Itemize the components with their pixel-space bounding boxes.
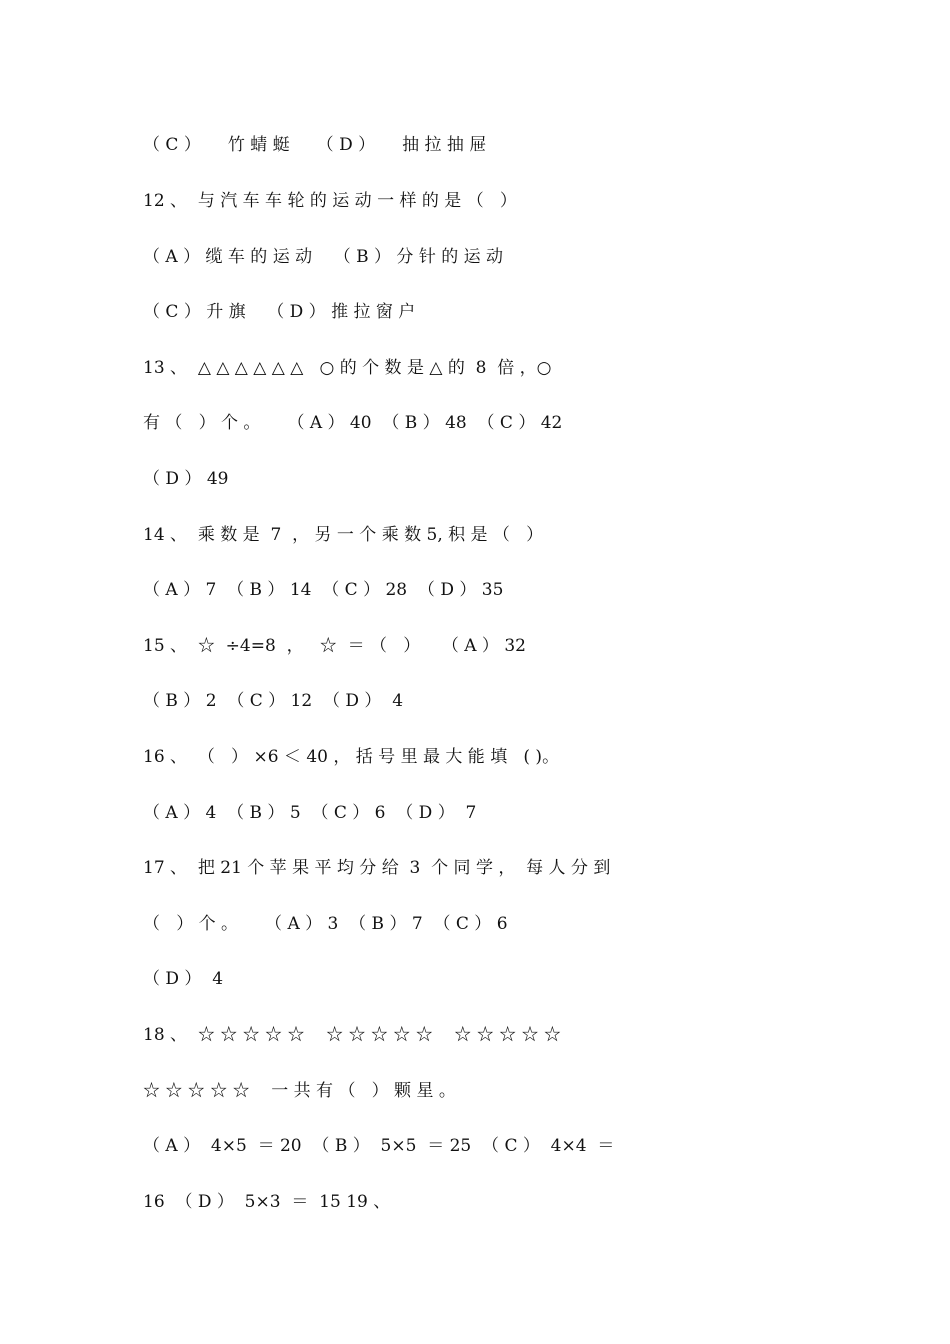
question-14: 14 、 乘 数 是 7 ， 另 一 个 乘 数 5, 积 是 （ ） [143, 525, 544, 545]
text-line: ☆ ☆ ☆ ☆ ☆ 一 共 有 （ ） 颗 星 。 [143, 1081, 456, 1101]
question-13: 13 、 △ △ △ △ △ △ ○ 的 个 数 是 △ 的 8 倍 ，○ [143, 358, 552, 378]
question-17: 17 、 把 21 个 苹 果 平 均 分 给 3 个 同 学 ， 每 人 分 到 [143, 858, 611, 878]
question-18: 18 、 ☆ ☆ ☆ ☆ ☆ ☆ ☆ ☆ ☆ ☆ ☆ ☆ ☆ ☆ ☆ [143, 1025, 561, 1045]
text-line: （ A ） 4×5 ＝ 20 （ B ） 5×5 ＝ 25 （ C ） 4×4 ＝ [143, 1136, 615, 1156]
text-line: （ C ） 竹 蜻 蜓 （ D ） 抽 拉 抽 屉 [143, 135, 487, 155]
text-line: 有 （ ） 个 。 （ A ） 40 （ B ） 48 （ C ） 42 [143, 413, 563, 433]
text-line: （ A ） 7 （ B ） 14 （ C ） 28 （ D ） 35 [143, 580, 504, 600]
text-line: （ ） 个 。 （ A ） 3 （ B ） 7 （ C ） 6 [143, 914, 508, 934]
text-line: （ A ） 缆 车 的 运 动 （ B ） 分 针 的 运 动 [143, 247, 504, 267]
text-line: （ D ） 49 [143, 469, 229, 489]
text-line: 16 （ D ） 5×3 ＝ 15 19 、 [143, 1192, 391, 1212]
text-line: （ D ） 4 [143, 969, 224, 989]
text-line: （ A ） 4 （ B ） 5 （ C ） 6 （ D ） 7 [143, 803, 477, 823]
question-16: 16 、 （ ） ×6 ＜ 40 ， 括 号 里 最 大 能 填 ( )。 [143, 747, 560, 767]
question-15: 15 、 ☆ ÷4=8 ， ☆ ＝ （ ） （ A ） 32 [143, 636, 526, 656]
text-line: （ C ） 升 旗 （ D ） 推 拉 窗 户 [143, 302, 416, 322]
text-line: （ B ） 2 （ C ） 12 （ D ） 4 [143, 691, 404, 711]
question-12: 12 、 与 汽 车 车 轮 的 运 动 一 样 的 是 （ ） [143, 191, 517, 211]
